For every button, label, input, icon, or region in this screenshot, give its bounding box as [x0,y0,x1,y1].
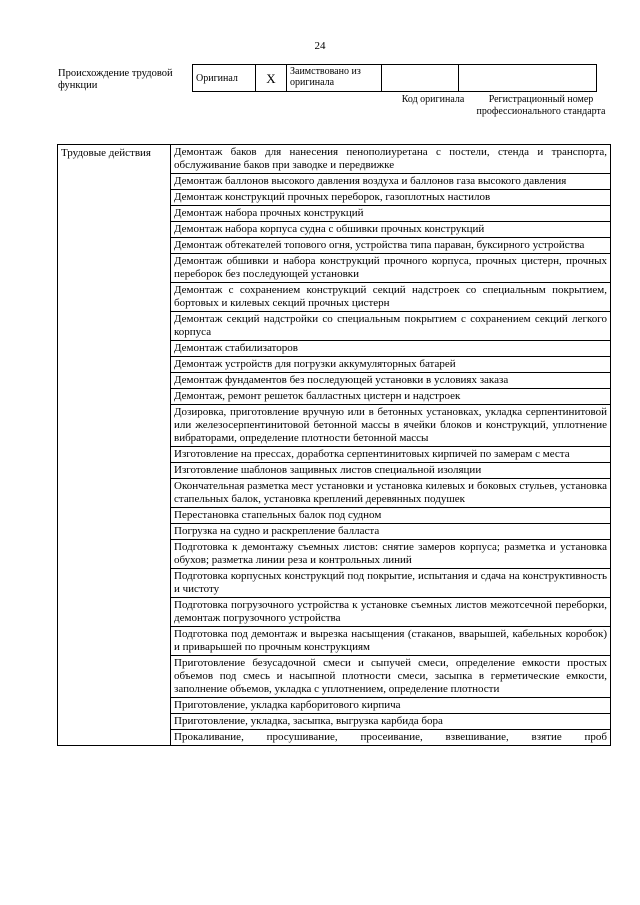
action-item: Демонтаж обтекателей топового огня, устройства типа параван, буксирного устройства [171,238,610,254]
action-item: Дозировка, приготовление вручную или в бетонных установках, укладка серпентинитовой или железосерпентинитовой бетонной массы в ячейки блоков и конструкций, уплотнение вибраторами, определение плотности бетонной массы [171,405,610,447]
labor-actions-table [57,144,611,746]
action-item: Прокаливание, просушивание, просеивание, взвешивание, взятие проб [174,731,607,743]
code-caption: Код оригинала [401,94,465,105]
borrowed-label: Заимствовано из оригинала [287,65,382,92]
action-item: Демонтаж фундаментов без последующей установки в условиях заказа [171,373,610,389]
action-item: Перестановка стапельных балок под судном [171,508,610,524]
action-item: Изготовление на прессах, доработка серпентинитовых кирпичей по замерам с места [171,447,610,463]
action-item: Демонтаж стабилизаторов [171,341,610,357]
action-item: Демонтаж баллонов высокого давления воздуха и баллонов газа высокого давления [171,174,610,190]
labor-actions-label: Трудовые действия [58,145,171,746]
page-number: 24 [314,40,326,52]
action-item: Демонтаж, ремонт решеток балластных цистерн и надстроек [171,389,610,405]
action-item: Приготовление, укладка карборитового кирпича [171,698,610,714]
action-item: Подготовка под демонтаж и вырезка насыщения (стаканов, вварышей, кабельных коробок) и приварышей по прочным конструкциям [171,627,610,656]
action-item: Демонтаж обшивки и набора конструкций прочного корпуса, прочных цистерн, прочных переборок без последующей установки [171,254,610,283]
registration-caption: Регистрационный номер профессионального стандарта [476,94,606,117]
origin-label: Происхождение трудовой функции [58,68,173,91]
action-item: Демонтаж устройств для погрузки аккумуляторных батарей [171,357,610,373]
original-label: Оригинал [193,65,256,92]
action-item: Приготовление безусадочной смеси и сыпучей смеси, определение емкости простых объемов под смесь и насыпной плотности смеси, засыпка в герметические емкости, заполнение объемов, укладка с уплотнением, определение плотности [171,656,610,698]
origin-table [192,64,597,92]
labor-actions-list [171,145,611,746]
action-item: Подготовка корпусных конструкций под покрытие, испытания и сдача на конструктивность и чистоту [171,569,610,598]
action-item: Демонтаж баков для нанесения пенополиуретана с постели, стенда и транспорта, обслуживание баков при заводке и передвижке [171,145,610,174]
action-item: Демонтаж набора прочных конструкций [171,206,610,222]
action-item: Окончательная разметка мест установки и установка килевых и боковых стульев, установка стапельных балок, установка креплений деревянных подушек [171,479,610,508]
original-code-cell [382,65,459,92]
action-item: Демонтаж секций надстройки со специальным покрытием с сохранением секций легкого корпуса [171,312,610,341]
action-item: Подготовка погрузочного устройства к установке съемных листов межотсечной переборки, демонтаж погрузочного устройства [171,598,610,627]
action-item: Демонтаж набора корпуса судна с обшивки прочных конструкций [171,222,610,238]
registration-number-cell [459,65,597,92]
action-item: Приготовление, укладка, засыпка, выгрузка карбида бора [171,714,610,730]
action-item: Демонтаж конструкций прочных переборок, газоплотных настилов [171,190,610,206]
original-mark: X [256,65,287,92]
action-item: Демонтаж с сохранением конструкций секций надстроек со специальным покрытием, бортовых и килевых секций прочных цистерн [171,283,610,312]
action-item: Подготовка к демонтажу съемных листов: снятие замеров корпуса; разметка и установка обухов; разметка линии реза и контрольных линий [171,540,610,569]
action-item: Изготовление шаблонов защивных листов специальной изоляции [171,463,610,479]
action-item: Погрузка на судно и раскрепление балласта [171,524,610,540]
